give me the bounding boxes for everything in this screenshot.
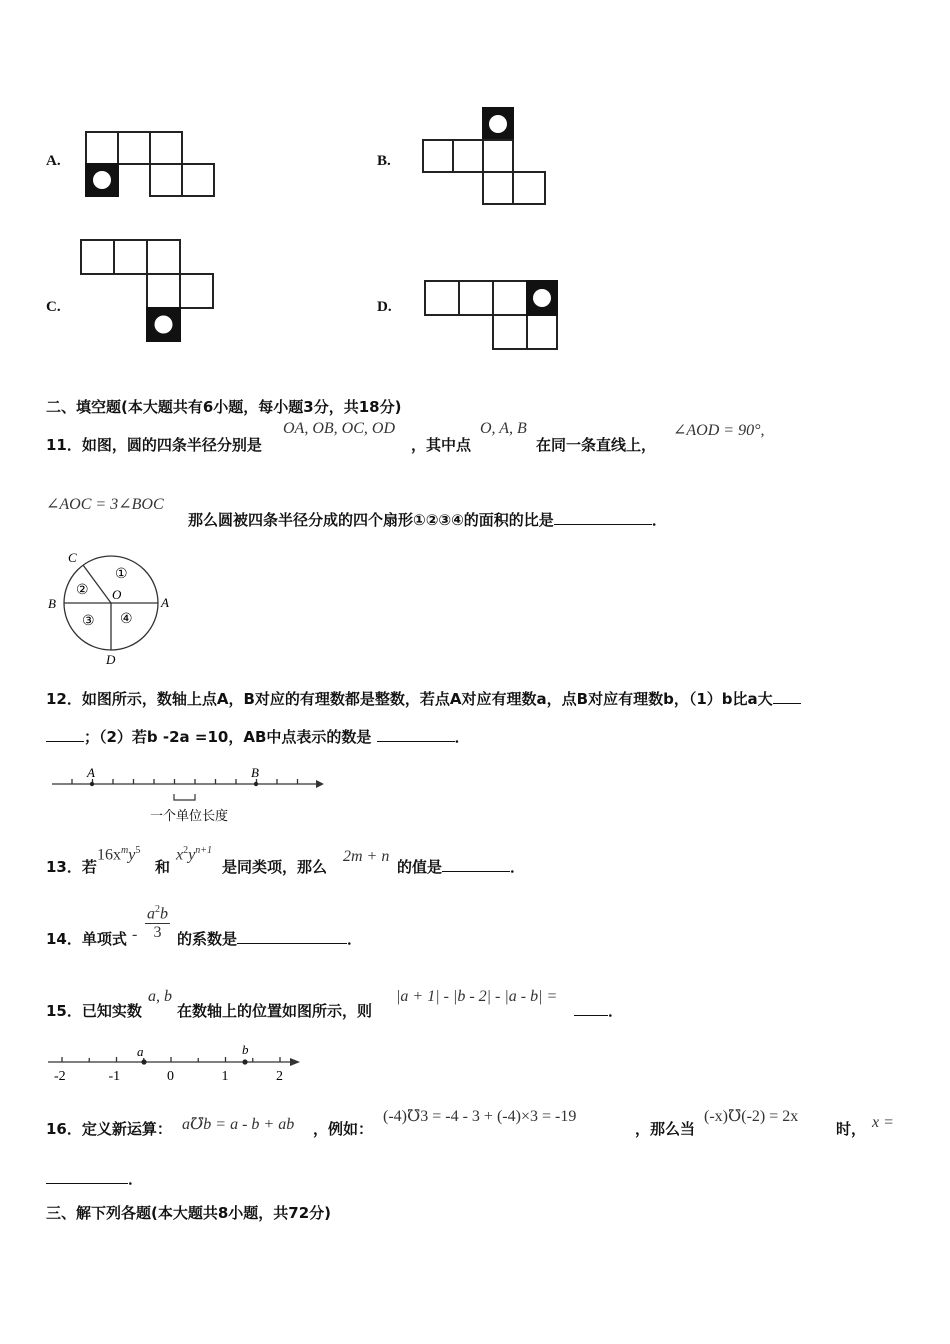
option-a-net [84, 130, 218, 202]
q11-radii: OA, OB, OC, OD [283, 420, 395, 437]
q16-cond: ，那么当 [635, 1120, 696, 1138]
q11-angle2: ∠AOC = 3∠BOC [46, 496, 164, 513]
q15-mid: 在数轴上的位置如图所示，则 [177, 1002, 373, 1020]
q15-point-b: b [242, 1042, 249, 1057]
q16-eq: (-x)℧(-2) = 2x [704, 1108, 799, 1125]
point-b-label: B [48, 596, 56, 611]
q13-term2: $x^2y^{n+1}$ [176, 845, 212, 864]
q15-point-b-dot [242, 1059, 247, 1064]
q14-minus: - [132, 926, 138, 943]
q11-points: O, A, B [480, 420, 527, 437]
q14-prefix: 14．单项式 [46, 930, 127, 948]
q11-question: 那么圆被四条半径分成的四个扇形①②③④的面积的比是 ． [188, 511, 667, 529]
q16-when: 时， [836, 1120, 867, 1138]
q13-answer-blank[interactable] [442, 857, 510, 872]
q13-expr: 2m + n [343, 848, 390, 865]
q12-answer-blank-1[interactable] [773, 689, 801, 704]
q11-mid: ，其中点 [411, 436, 472, 454]
q11-circle-figure [44, 548, 184, 670]
q15-tick-label: 1 [221, 1069, 229, 1084]
q12-point-b: B [251, 765, 259, 780]
sector-3-label: ③ [82, 614, 95, 629]
q15-vars: a, b [148, 988, 172, 1005]
option-c-label: C. [46, 299, 61, 315]
q13-term1: $16x^my^5$ [97, 845, 141, 864]
q12-point-a: A [87, 765, 95, 780]
q14-answer-blank[interactable] [237, 929, 347, 944]
point-d-label: D [106, 652, 116, 667]
q14-fraction: $\frac{a^2b}{3}$ [147, 904, 168, 942]
q16-prefix: 16．定义新运算： [46, 1120, 172, 1138]
sector-4-label: ④ [120, 612, 133, 627]
option-d-label: D. [377, 299, 392, 315]
q12-line2: ；（2）若b -2a =10，AB中点表示的数是 ． [46, 726, 470, 747]
q13-tail: 的值是 ． [397, 858, 526, 876]
q16-answer-blank[interactable] [46, 1169, 128, 1184]
q12-answer-blank-2[interactable] [377, 727, 455, 742]
sector-2-label: ② [76, 583, 89, 598]
q16-example: (-4)℧3 = -4 - 3 + (-4)×3 = -19 [383, 1108, 577, 1125]
q12-line1: 12．如图所示，数轴上点A，B对应的有理数都是整数，若点A对应有理数a，点B对应有理数b，（1）b比a大 [46, 688, 801, 709]
q11-answer-blank[interactable] [554, 510, 652, 525]
q13-prefix: 13．若 [46, 858, 97, 876]
q16-answer: ． [46, 1168, 143, 1189]
option-b-label: B. [377, 153, 391, 169]
q16-eg: ，例如： [313, 1120, 374, 1138]
q11-angle1: ∠AOD = 90°, [673, 422, 765, 439]
q15-tick-label: -2 [54, 1069, 66, 1084]
point-a-label: A [161, 595, 169, 610]
q15-tick-label: 0 [167, 1069, 174, 1084]
q15-tick-label: 2 [276, 1069, 283, 1084]
section-2-title: 二、填空题(本大题共有6小题，每小题3分，共18分) [46, 398, 402, 416]
q12-number-line [48, 762, 330, 828]
option-d-net [423, 279, 561, 353]
option-a-label: A. [46, 153, 61, 169]
q15-answer-blank[interactable] [574, 1001, 608, 1016]
point-c-label: C [68, 550, 77, 565]
q11-tail: 在同一条直线上， [536, 436, 657, 454]
q12-unit-label: 一个单位长度 [150, 809, 229, 824]
q15-number-line [46, 1040, 306, 1086]
q12-unit-bracket [174, 794, 195, 800]
q16-def: a℧b = a - b + ab [182, 1116, 295, 1133]
q14-tail: 的系数是 ． [177, 930, 363, 948]
q12-answer-blank-1-cont[interactable] [46, 727, 84, 742]
q11-prefix: 11．如图，圆的四条半径分别是 [46, 436, 262, 454]
point-o-label: O [112, 587, 122, 602]
section-3-title: 三、解下列各题(本大题共8小题，共72分) [46, 1204, 332, 1222]
q15-expr: |a + 1| - |b - 2| - |a - b| = [396, 988, 558, 1005]
sector-1-label: ① [115, 567, 128, 582]
q15-prefix: 15．已知实数 [46, 1002, 142, 1020]
q15-tick-label: -1 [108, 1069, 121, 1084]
q15-point-a: a [137, 1044, 144, 1059]
q16-x: x = [872, 1114, 894, 1131]
option-c-net [79, 238, 217, 344]
q13-and: 和 [155, 858, 171, 876]
q15-answer: ． [574, 1000, 623, 1021]
q15-point-a-dot [141, 1059, 146, 1064]
q13-mid: 是同类项，那么 [222, 858, 328, 876]
option-b-net [421, 106, 549, 206]
